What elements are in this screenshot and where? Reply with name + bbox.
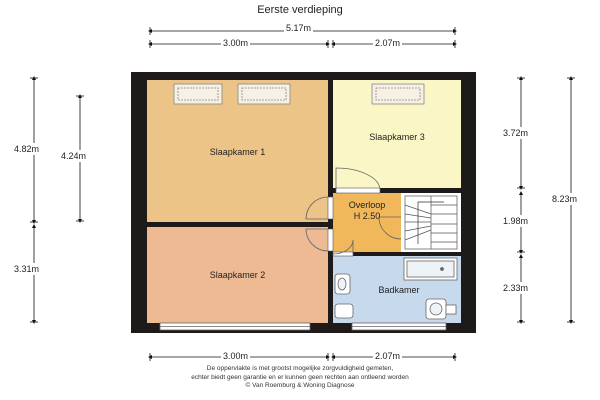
disclaimer-line-3: © Van Roemburg & Woning Diagnose [245, 382, 355, 390]
label-overloop-name: Overloop [348, 200, 386, 210]
dim-bottom-right: 2.07m [375, 351, 401, 361]
dim-right-upper: 3.72m [503, 128, 529, 138]
label-slaapkamer-2: Slaapkamer 2 [209, 270, 266, 280]
label-slaapkamer-1: Slaapkamer 1 [209, 147, 266, 157]
dim-top-right: 2.07m [375, 38, 401, 48]
dim-right-lower: 2.33m [503, 283, 529, 293]
label-slaapkamer-3: Slaapkamer 3 [369, 132, 425, 142]
bottom-windows [160, 323, 446, 330]
dim-top-left: 3.00m [223, 38, 249, 48]
label-overloop-height: H 2.50 [353, 211, 381, 221]
dim-left-lower: 3.31m [14, 264, 40, 274]
dim-left-upper-outer: 4.82m [14, 144, 40, 154]
disclaimer-line-2: echter biedt geen garantie en er kunnen geen rechten aan ontleend worden [191, 373, 409, 381]
disclaimer-line-1: De oppervlakte is met grootst mogelijke zorgvuldigheid gemeten, [206, 365, 394, 372]
dim-top-total: 5.17m [286, 23, 312, 33]
label-overloop [333, 200, 401, 222]
disclaimer [0, 365, 600, 391]
floor-title: Eerste verdieping [257, 4, 343, 16]
dim-right-middle: 1.98m [503, 216, 529, 226]
toilet-icon [335, 304, 353, 318]
dim-bottom-left: 3.00m [223, 351, 249, 361]
dim-left-upper-inner: 4.24m [61, 151, 87, 161]
label-badkamer: Badkamer [378, 285, 420, 295]
dim-right-total: 8.23m [552, 194, 578, 204]
